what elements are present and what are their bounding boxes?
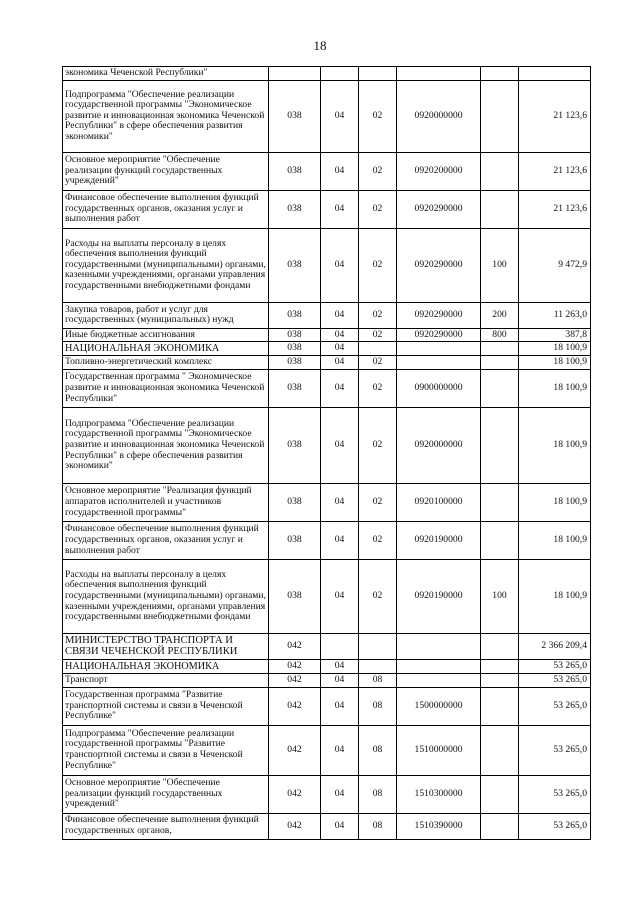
cell-name: Закупка товаров, работ и услуг для государственных (муниципальных) нужд [63,302,269,328]
table-row [63,559,591,633]
cell-amount: 53 265,0 [519,725,591,775]
cell-subsection: 02 [359,80,397,152]
cell-section [321,633,359,659]
cell-target-article: 0920000000 [397,407,481,483]
cell-grbs: 042 [269,725,321,775]
cell-name: МИНИСТЕРСТВО ТРАНСПОРТА И СВЯЗИ ЧЕЧЕНСКОЙ РЕСПУБЛИКИ [63,633,269,659]
cell-amount: 11 263,0 [519,302,591,328]
cell-name: Транспорт [63,673,269,687]
cell-name: Подпрограмма "Обеспечение реализации государственной программы "Развитие транспортной системы и связи в Чеченской Республике" [63,725,269,775]
cell-grbs: 038 [269,407,321,483]
cell-subsection: 02 [359,521,397,559]
cell-target-article [397,673,481,687]
cell-subsection: 02 [359,328,397,342]
cell-grbs: 038 [269,80,321,152]
cell-amount: 21 123,6 [519,80,591,152]
cell-target-article: 0920290000 [397,328,481,342]
cell-target-article [397,633,481,659]
cell-amount: 53 265,0 [519,775,591,813]
cell-grbs: 038 [269,483,321,521]
cell-target-article: 0920290000 [397,302,481,328]
cell-subsection: 02 [359,228,397,302]
cell-expense-type [481,407,519,483]
cell-section: 04 [321,775,359,813]
cell-amount: 53 265,0 [519,659,591,673]
cell-subsection: 02 [359,190,397,228]
page-number: 18 [313,38,327,53]
cell-section [321,67,359,81]
cell-expense-type [481,633,519,659]
cell-expense-type [481,483,519,521]
cell-section: 04 [321,190,359,228]
cell-amount: 18 100,9 [519,407,591,483]
cell-grbs: 038 [269,369,321,407]
cell-amount: 18 100,9 [519,369,591,407]
table-row [63,659,591,673]
cell-grbs: 042 [269,687,321,725]
cell-amount: 18 100,9 [519,483,591,521]
cell-name: Подпрограмма "Обеспечение реализации государственной программы "Экономическое развитие и инновационная экономика Чеченской Республики" в сфере обеспечения развития экономики" [63,407,269,483]
table-row [63,369,591,407]
cell-section: 04 [321,152,359,190]
cell-name: Топливно-энергетический комплекс [63,356,269,370]
cell-section: 04 [321,356,359,370]
cell-grbs: 038 [269,228,321,302]
table-row [63,152,591,190]
cell-subsection: 02 [359,483,397,521]
cell-target-article: 0920290000 [397,228,481,302]
cell-target-article: 0920190000 [397,559,481,633]
cell-expense-type [481,80,519,152]
cell-expense-type [481,813,519,839]
budget-table-body [63,67,591,840]
cell-section: 04 [321,369,359,407]
cell-amount: 21 123,6 [519,152,591,190]
table-row [63,673,591,687]
cell-target-article: 0920290000 [397,190,481,228]
cell-expense-type [481,775,519,813]
cell-grbs: 038 [269,152,321,190]
cell-subsection: 08 [359,725,397,775]
cell-expense-type: 200 [481,302,519,328]
cell-grbs: 038 [269,521,321,559]
cell-name: Финансовое обеспечение выполнения функций государственных органов, оказания услуг и выполнения работ [63,190,269,228]
cell-section: 04 [321,407,359,483]
cell-target-article: 0920100000 [397,483,481,521]
cell-name: Основное мероприятие "Обеспечение реализации функций государственных учреждений" [63,775,269,813]
cell-expense-type [481,356,519,370]
cell-amount: 21 123,6 [519,190,591,228]
cell-subsection: 08 [359,687,397,725]
cell-amount: 53 265,0 [519,687,591,725]
cell-subsection: 08 [359,673,397,687]
cell-expense-type [481,521,519,559]
cell-amount: 18 100,9 [519,342,591,356]
cell-amount: 9 472,9 [519,228,591,302]
cell-grbs: 042 [269,633,321,659]
cell-expense-type [481,152,519,190]
cell-amount [519,67,591,81]
cell-expense-type [481,673,519,687]
table-row [63,633,591,659]
cell-target-article [397,67,481,81]
cell-section: 04 [321,813,359,839]
cell-target-article: 1510390000 [397,813,481,839]
cell-name: Иные бюджетные ассигнования [63,328,269,342]
cell-section: 04 [321,673,359,687]
cell-grbs: 038 [269,328,321,342]
cell-name: экономика Чеченской Республики" [63,67,269,81]
cell-amount: 387,8 [519,328,591,342]
cell-subsection: 02 [359,356,397,370]
cell-subsection [359,659,397,673]
cell-expense-type [481,369,519,407]
table-row [63,356,591,370]
cell-expense-type [481,190,519,228]
cell-expense-type [481,725,519,775]
cell-grbs: 038 [269,356,321,370]
cell-section: 04 [321,342,359,356]
table-row [63,228,591,302]
cell-amount: 18 100,9 [519,356,591,370]
cell-amount: 18 100,9 [519,521,591,559]
cell-section: 04 [321,328,359,342]
cell-name: Подпрограмма "Обеспечение реализации государственной программы "Экономическое развитие и инновационная экономика Чеченской Республики" в сфере обеспечения развития экономики" [63,80,269,152]
cell-subsection: 08 [359,775,397,813]
cell-grbs: 042 [269,673,321,687]
cell-expense-type: 100 [481,228,519,302]
cell-section: 04 [321,228,359,302]
cell-grbs [269,67,321,81]
table-row [63,521,591,559]
cell-subsection: 02 [359,302,397,328]
table-row [63,483,591,521]
cell-target-article [397,659,481,673]
cell-grbs: 042 [269,775,321,813]
cell-target-article: 1510000000 [397,725,481,775]
cell-subsection: 02 [359,559,397,633]
cell-subsection [359,633,397,659]
table-row [63,775,591,813]
cell-amount: 2 366 209,4 [519,633,591,659]
cell-name: НАЦИОНАЛЬНАЯ ЭКОНОМИКА [63,659,269,673]
cell-name: Расходы на выплаты персоналу в целях обеспечения выполнения функций государственными (муниципальными) органами, казенными учреждениями, органами управления государственными внебюджетными фондами [63,559,269,633]
cell-target-article: 0900000000 [397,369,481,407]
cell-target-article: 0920000000 [397,80,481,152]
cell-expense-type: 100 [481,559,519,633]
cell-target-article [397,342,481,356]
cell-target-article: 1510300000 [397,775,481,813]
cell-section: 04 [321,687,359,725]
table-row [63,190,591,228]
cell-target-article: 0920190000 [397,521,481,559]
cell-subsection [359,342,397,356]
cell-amount: 53 265,0 [519,813,591,839]
cell-target-article: 0920200000 [397,152,481,190]
cell-subsection [359,67,397,81]
table-row [63,328,591,342]
cell-name: Государственная программа "Развитие транспортной системы и связи в Чеченской Республике" [63,687,269,725]
cell-grbs: 038 [269,190,321,228]
table-row [63,813,591,839]
cell-expense-type [481,342,519,356]
table-row [63,302,591,328]
cell-name: Основное мероприятие "Реализация функций аппаратов исполнителей и участников государственной программы" [63,483,269,521]
cell-section: 04 [321,302,359,328]
cell-expense-type: 800 [481,328,519,342]
cell-grbs: 042 [269,813,321,839]
table-row [63,342,591,356]
cell-section: 04 [321,559,359,633]
cell-target-article [397,356,481,370]
table-row [63,725,591,775]
cell-expense-type [481,659,519,673]
cell-name: Финансовое обеспечение выполнения функций государственных органов, оказания услуг и выполнения работ [63,521,269,559]
budget-table [62,66,591,840]
cell-name: Государственная программа " Экономическое развитие и инновационная экономика Чеченской Республики" [63,369,269,407]
cell-name: НАЦИОНАЛЬНАЯ ЭКОНОМИКА [63,342,269,356]
cell-target-article: 1500000000 [397,687,481,725]
cell-name: Финансовое обеспечение выполнения функций государственных органов, [63,813,269,839]
cell-section: 04 [321,483,359,521]
cell-grbs: 038 [269,302,321,328]
cell-expense-type [481,687,519,725]
cell-section: 04 [321,725,359,775]
cell-expense-type [481,67,519,81]
table-row [63,67,591,81]
cell-name: Основное мероприятие "Обеспечение реализации функций государственных учреждений" [63,152,269,190]
cell-section: 04 [321,521,359,559]
table-row [63,407,591,483]
cell-subsection: 02 [359,152,397,190]
cell-grbs: 038 [269,559,321,633]
cell-section: 04 [321,659,359,673]
cell-subsection: 02 [359,407,397,483]
cell-amount: 18 100,9 [519,559,591,633]
cell-subsection: 02 [359,369,397,407]
table-row [63,80,591,152]
cell-grbs: 042 [269,659,321,673]
cell-subsection: 08 [359,813,397,839]
cell-section: 04 [321,80,359,152]
cell-amount: 53 265,0 [519,673,591,687]
table-row [63,687,591,725]
cell-name: Расходы на выплаты персоналу в целях обеспечения выполнения функций государственными (муниципальными) органами, казенными учреждениями, органами управления государственными внебюджетными фондами [63,228,269,302]
cell-grbs: 038 [269,342,321,356]
